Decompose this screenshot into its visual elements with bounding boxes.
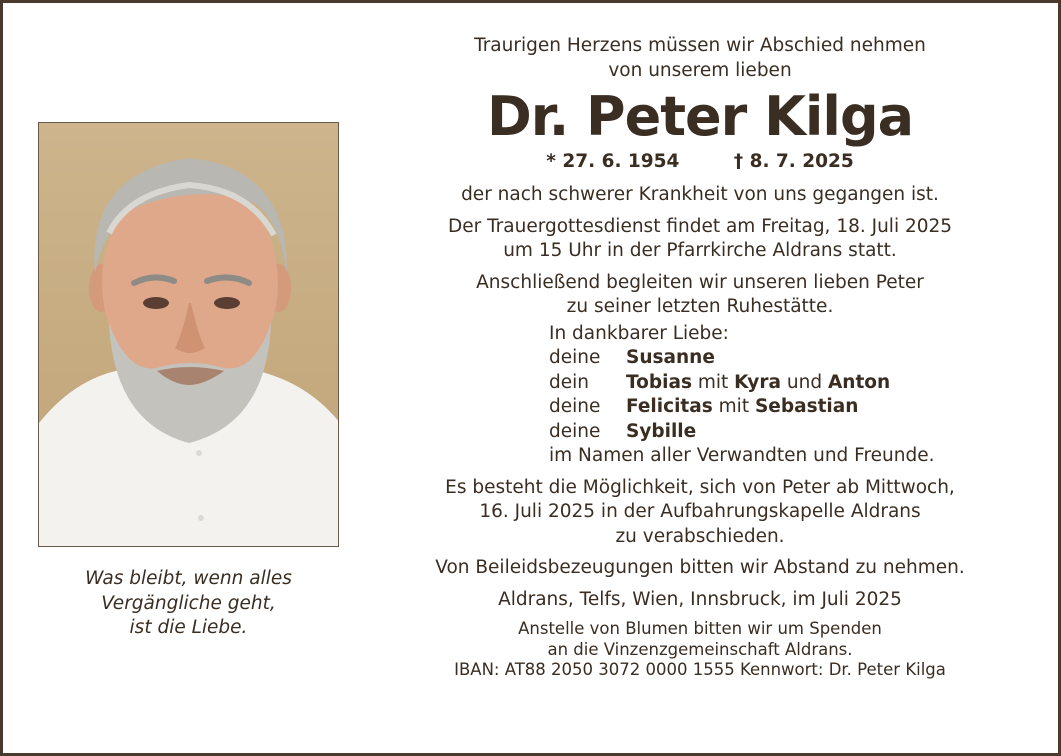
burial-line: zu seiner letzten Ruhestätte. xyxy=(566,296,834,317)
quote xyxy=(38,567,339,641)
donation-iban: IBAN: AT88 2050 3072 0000 1555 Kennwort: Dr. Peter Kilga xyxy=(454,660,946,679)
life-dates xyxy=(370,149,1030,175)
family-name: Tobias xyxy=(626,371,692,393)
family-row: deine Susanne xyxy=(549,347,715,368)
family-name: Sybille xyxy=(626,420,697,442)
family-name: Felicitas xyxy=(626,396,713,417)
death-date: † 8. 7. 2025 xyxy=(733,151,854,172)
quote-line: ist die Liebe. xyxy=(129,617,248,638)
deceased-name: Dr. Peter Kilga xyxy=(486,85,914,148)
viewing-line: Es besteht die Möglichkeit, sich von Peter ab Mittwoch, xyxy=(445,476,955,498)
condolence-line: Von Beileidsbezeugungen bitten wir Abstand zu nehmen. xyxy=(435,557,965,578)
family-outro: im Namen aller Verwandten und Freunde. xyxy=(549,445,935,466)
birth-date: * 27. 6. 1954 xyxy=(546,151,680,172)
portrait-photo xyxy=(38,122,339,547)
donation-line: Anstelle von Blumen bitten wir um Spenden xyxy=(518,619,882,638)
family-name: Anton xyxy=(827,371,891,393)
places-line: Aldrans, Telfs, Wien, Innsbruck, im Juli 2025 xyxy=(498,588,902,610)
service-line: Der Trauergottesdienst findet am Freitag, 18. Juli 2025 xyxy=(447,215,953,237)
family-name: Susanne xyxy=(626,347,715,368)
family-row: deine Sybille xyxy=(549,420,697,442)
quote-line: Was bleibt, wenn alles xyxy=(85,568,292,589)
family-row: dein Tobias mit Kyra und Anton xyxy=(549,371,891,393)
passed-line: der nach schwerer Krankheit von uns gegangen ist. xyxy=(461,184,939,205)
intro-line: Traurigen Herzens müssen wir Abschied nehmen xyxy=(474,35,926,56)
intro-line: von unserem lieben xyxy=(608,59,792,81)
family-intro: In dankbarer Liebe: xyxy=(549,322,729,344)
family-row: deine Felicitas mit Sebastian xyxy=(549,396,859,417)
notice-text xyxy=(370,34,1030,681)
burial-line: Anschließend begleiten wir unseren lieben Peter xyxy=(476,271,924,293)
quote-line: Vergängliche geht, xyxy=(101,592,276,614)
viewing-line: 16. Juli 2025 in der Aufbahrungskapelle Aldrans xyxy=(479,501,921,522)
viewing-line: zu verabschieden. xyxy=(615,525,785,547)
donation-line: an die Vinzenzgemeinschaft Aldrans. xyxy=(547,639,853,659)
family-name: Sebastian xyxy=(754,396,859,417)
service-line: um 15 Uhr in der Pfarrkirche Aldrans statt. xyxy=(503,240,897,261)
family-name: Kyra xyxy=(734,371,781,393)
family-list xyxy=(549,322,1030,469)
